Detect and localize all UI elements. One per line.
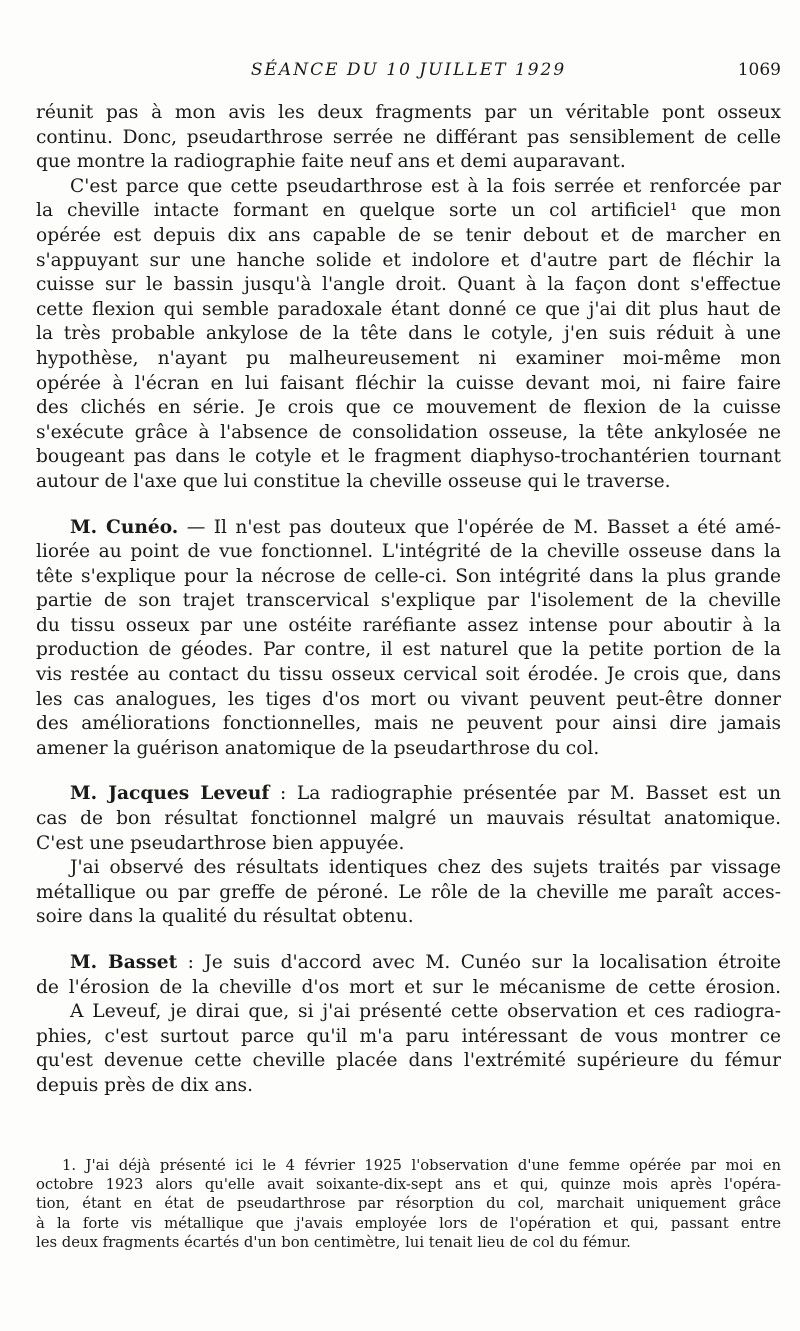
text-line: liorée au point de vue fonctionnel. L'intégrité de la cheville osseuse dans la bbox=[36, 541, 781, 563]
paragraph bbox=[36, 856, 781, 930]
text-line: cas de bon résultat fonctionnel malgré un mauvais résultat anatomique. bbox=[36, 808, 781, 830]
footnote bbox=[36, 1156, 781, 1252]
text-line: soire dans la qualité du résultat obtenu. bbox=[36, 906, 414, 928]
running-head bbox=[36, 60, 781, 84]
text-line: J'ai observé des résultats identiques chez des sujets traités par vissage bbox=[70, 857, 781, 879]
text-line: s'exécute grâce à l'absence de consolidation osseuse, la tête ankylosée ne bbox=[36, 421, 781, 443]
speaker-name: M. Basset bbox=[70, 952, 178, 973]
speaker-text: — Il n'est pas douteux que l'opérée de M. Basset a été amé- bbox=[178, 516, 781, 538]
paragraph-basset bbox=[36, 951, 781, 1099]
text-line bbox=[36, 782, 781, 807]
text-line: amener la guérison anatomique de la pseudarthrose du col. bbox=[36, 737, 600, 759]
text-line: cuisse sur le bassin jusqu'à l'angle droit. Quant à la façon dont s'effectue bbox=[36, 274, 781, 296]
text-line: des améliorations fonctionnelles, mais ne peuvent pour ainsi dire jamais bbox=[36, 713, 781, 735]
paragraph-leveuf bbox=[36, 782, 781, 856]
speaker-name: M. Cunéo. bbox=[70, 516, 179, 538]
text-line: des clichés en série. Je crois que ce mouvement de flexion de la cuisse bbox=[36, 397, 781, 419]
speaker-name: M. Jacques Leveuf bbox=[70, 783, 270, 805]
text-line: que montre la radiographie faite neuf ans et demi auparavant. bbox=[36, 151, 626, 173]
text-line: phies, c'est surtout parce qu'il m'a paru intéressant de vous montrer ce bbox=[36, 1025, 781, 1047]
text-line: autour de l'axe que lui constitue la cheville osseuse qui le traverse. bbox=[36, 470, 671, 492]
text-line: bougeant pas dans le cotyle et le fragment diaphyso-trochantérien tournant bbox=[36, 446, 781, 468]
page-number: 1069 bbox=[737, 60, 781, 80]
footnote-line: octobre 1923 alors qu'elle avait soixante-dix-sept ans et qui, quinze mois après l'opéra- bbox=[36, 1176, 781, 1194]
text-line: vis restée au contact du tissu osseux cervical soit érodée. Je crois que, dans bbox=[36, 664, 781, 686]
text-line: tête s'explique pour la nécrose de celle-ci. Son intégrité dans la plus grande bbox=[36, 565, 781, 587]
text-line: qu'est devenue cette cheville placée dans l'extrémité supérieure du fémur bbox=[36, 1050, 781, 1072]
text-line bbox=[36, 951, 781, 976]
text-line: la cheville intacte formant en quelque sorte un col artificiel¹ que mon bbox=[36, 200, 781, 222]
text-line: C'est une pseudarthrose bien appuyée. bbox=[36, 832, 405, 854]
text-line: de l'érosion de la cheville d'os mort et sur le mécanisme de cette érosion. bbox=[36, 976, 781, 998]
footnote-line: les deux fragments écartés d'un bon centimètre, lui tenait lieu de col du fémur. bbox=[36, 1233, 631, 1251]
text-line: métallique ou par greffe de péroné. Le rôle de la cheville me paraît acces- bbox=[36, 881, 781, 903]
footnote-line: tion, étant en état de pseudarthrose par résorption du col, marchait uniquement grâce bbox=[36, 1195, 781, 1213]
text-line: continu. Donc, pseudarthrose serrée ne différant pas sensiblement de celle bbox=[36, 126, 781, 148]
text-line: depuis près de dix ans. bbox=[36, 1074, 254, 1096]
text-line: réunit pas à mon avis les deux fragments par un véritable pont osseux bbox=[36, 102, 781, 123]
paragraph bbox=[36, 175, 781, 495]
paragraph-continuation bbox=[36, 101, 781, 175]
text-line bbox=[36, 516, 781, 541]
text-line: hypothèse, n'ayant pu malheureusement ni examiner moi-même mon bbox=[36, 347, 781, 369]
text-line: cette flexion qui semble paradoxale étant donné ce que j'ai dit plus haut de bbox=[36, 298, 781, 320]
text-line: du tissu osseux par une ostéite raréfiante assez intense pour aboutir à la bbox=[36, 614, 781, 636]
footnote-line: à la forte vis métallique que j'avais employée lors de l'opération et qui, passant entre bbox=[36, 1214, 781, 1232]
running-head-title: SÉANCE DU 10 JUILLET 1929 bbox=[250, 60, 567, 80]
text-line: A Leveuf, je dirai que, si j'ai présenté cette observation et ces radiogra- bbox=[70, 1001, 781, 1023]
text-line: la très probable ankylose de la tête dans le cotyle, j'en suis réduit à une bbox=[36, 323, 781, 345]
speaker-text: : Je suis d'accord avec M. Cunéo sur la localisation étroite bbox=[177, 952, 781, 973]
paragraph-cuneo bbox=[36, 516, 781, 762]
text-line: s'appuyant sur une hanche solide et indolore et d'autre part de fléchir la bbox=[36, 249, 781, 271]
footnote-line: 1. J'ai déjà présenté ici le 4 février 1925 l'observation d'une femme opérée par moi en bbox=[62, 1157, 781, 1174]
speaker-text: : La radiographie présentée par M. Basset est un bbox=[269, 783, 782, 805]
text-line: opérée à l'écran en lui faisant fléchir la cuisse devant moi, ni faire faire bbox=[36, 372, 781, 394]
text-line: C'est parce que cette pseudarthrose est à la fois serrée et renforcée par bbox=[70, 175, 781, 197]
body-text bbox=[36, 101, 781, 1099]
text-line: production de géodes. Par contre, il est naturel que la petite portion de la bbox=[36, 639, 781, 661]
text-line: les cas analogues, les tiges d'os mort ou vivant peuvent peut-être donner bbox=[36, 688, 781, 710]
text-line: partie de son trajet transcervical s'explique par l'isolement de la cheville bbox=[36, 590, 781, 612]
text-line: opérée est depuis dix ans capable de se tenir debout et de marcher en bbox=[36, 224, 781, 246]
